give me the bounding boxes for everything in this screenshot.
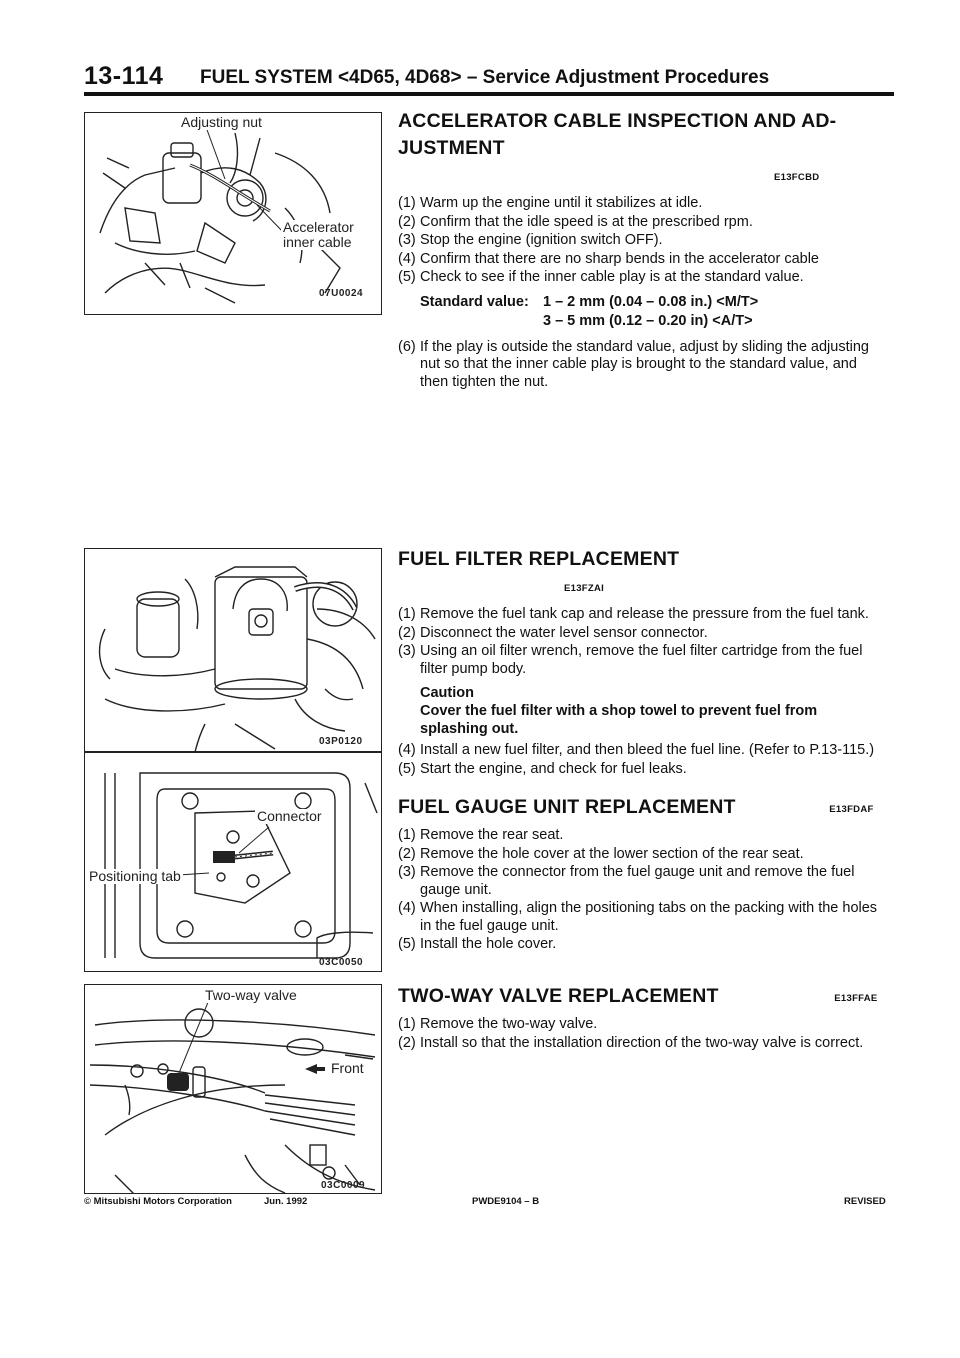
step-list <box>398 606 886 678</box>
accelerator-cable-drawing <box>85 113 382 315</box>
step-number: (1) <box>398 827 416 843</box>
step-text: Start the engine, and check for fuel leaks. <box>420 760 687 777</box>
step-text: Using an oil filter wrench, remove the fuel filter cartridge from the fuel filter pump body. <box>420 643 863 677</box>
copyright: © Mitsubishi Motors Corporation <box>84 1196 232 1207</box>
step-number: (1) <box>398 1016 416 1032</box>
step-text: When installing, align the positioning tabs on the packing with the holes in the fuel gauge unit. <box>420 900 878 934</box>
step-number: (3) <box>398 643 416 659</box>
step-number: (5) <box>398 936 416 952</box>
step-number: (1) <box>398 606 416 622</box>
footer-date: Jun. 1992 <box>264 1196 308 1207</box>
positioning-tab-label: Positioning tab <box>89 868 181 884</box>
section-title: FUEL FILTER REPLACEMENT E13FZAI <box>398 548 680 594</box>
step-text: Disconnect the water level sensor connector. <box>420 624 708 641</box>
two-way-valve-figure <box>84 984 382 1194</box>
fuel-gauge-unit-section <box>398 794 886 955</box>
section-code: E13FCBD <box>774 172 820 183</box>
step-text: Check to see if the inner cable play is at the standard value. <box>420 269 804 285</box>
step-list <box>398 742 886 778</box>
step-item <box>398 936 886 954</box>
step-item <box>398 1035 886 1053</box>
caution-note: Caution Cover the fuel filter with a shop towel to prevent fuel from splashing out. <box>420 685 818 737</box>
step-item <box>398 742 886 760</box>
fuel-gauge-unit-drawing <box>85 753 382 972</box>
step-item <box>398 625 886 643</box>
section-title: ACCELERATOR CABLE INSPECTION AND AD- JUSTMENT E13FCBD <box>398 110 837 183</box>
step-item <box>398 269 886 287</box>
step-text: Warm up the engine until it stabilizes at idle. <box>420 195 703 211</box>
step-list <box>398 195 886 287</box>
step-text: Remove the rear seat. <box>420 827 564 843</box>
page-header <box>84 62 894 92</box>
figure-code: 03C0009 <box>321 1180 366 1191</box>
step-item <box>398 232 886 250</box>
doc-code: PWDE9104 – B <box>472 1196 540 1207</box>
step-item <box>398 864 886 899</box>
connector-label: Connector <box>257 808 322 824</box>
step-item <box>398 339 886 392</box>
step-item <box>398 900 886 935</box>
step-number: (2) <box>398 1034 416 1051</box>
step-item <box>398 214 886 232</box>
step-text: Remove the hole cover at the lower section of the rear seat. <box>420 845 804 862</box>
step-number: (4) <box>398 250 416 267</box>
accelerator-label: Accelerator <box>283 219 354 235</box>
step-text: Stop the engine (ignition switch OFF). <box>420 232 663 248</box>
step-list <box>398 339 886 392</box>
figure-code: 03C0050 <box>319 957 364 968</box>
figure-code: 07U0024 <box>319 288 364 299</box>
step-number: (5) <box>398 760 416 777</box>
accelerator-cable-section <box>398 108 886 392</box>
step-text: Install the hole cover. <box>420 936 557 952</box>
inner-cable-label: inner cable <box>283 234 352 250</box>
step-item <box>398 761 886 779</box>
section-code: E13FFAE <box>834 993 878 1004</box>
step-list <box>398 1016 886 1052</box>
accelerator-cable-figure <box>84 112 382 315</box>
step-number: (1) <box>398 195 416 211</box>
section-code: E13FZAI <box>564 583 605 594</box>
two-way-valve-section <box>398 983 886 1053</box>
front-label: Front <box>331 1060 364 1076</box>
step-item <box>398 643 886 678</box>
two-way-valve-label: Two-way valve <box>205 987 297 1003</box>
step-text: Remove the fuel tank cap and release the pressure from the fuel tank. <box>420 606 869 622</box>
step-item <box>398 846 886 864</box>
step-text: Install a new fuel filter, and then bleed the fuel line. (Refer to P.13-115.) <box>420 742 875 758</box>
fuel-filter-drawing <box>85 549 382 752</box>
section-code: E13FDAF <box>829 804 874 815</box>
step-number: (2) <box>398 845 416 862</box>
step-item <box>398 251 886 269</box>
step-text: If the play is outside the standard value, adjust by sliding the adjusting nut so that the inner cable play is brought to the standard value, and then tighten the nut. <box>420 338 869 390</box>
step-number: (6) <box>398 338 416 355</box>
step-item <box>398 827 886 845</box>
step-item <box>398 606 886 624</box>
section-title: TWO-WAY VALVE REPLACEMENT E13FFAE <box>398 985 878 1007</box>
step-text: Confirm that the idle speed is at the prescribed rpm. <box>420 213 753 230</box>
two-way-valve-drawing <box>85 985 382 1194</box>
page-footer <box>84 1196 894 1212</box>
step-text: Confirm that there are no sharp bends in the accelerator cable <box>420 250 819 267</box>
figure-code: 03P0120 <box>319 736 363 747</box>
step-number: (3) <box>398 864 416 880</box>
step-number: (2) <box>398 624 416 641</box>
page-title: FUEL SYSTEM <4D65, 4D68> – Service Adjustment Procedures <box>200 67 770 88</box>
step-number: (2) <box>398 213 416 230</box>
header-rule <box>84 92 894 96</box>
standard-value: Standard value: 1 – 2 mm (0.04 – 0.08 in.) <M/T> 3 – 5 mm (0.12 – 0.20 in) <A/T> <box>420 293 759 329</box>
revision-status: REVISED <box>844 1196 886 1207</box>
section-title: FUEL GAUGE UNIT REPLACEMENT E13FDAF <box>398 796 874 818</box>
step-list <box>398 827 886 954</box>
page-number: 13-114 <box>84 62 164 90</box>
step-text: Remove the connector from the fuel gauge unit and remove the fuel gauge unit. <box>420 864 855 898</box>
fuel-filter-figure <box>84 548 382 752</box>
step-number: (3) <box>398 232 416 248</box>
step-number: (4) <box>398 742 416 758</box>
step-number: (5) <box>398 269 416 285</box>
step-text: Install so that the installation direction of the two-way valve is correct. <box>420 1034 864 1051</box>
step-number: (4) <box>398 900 416 916</box>
fuel-filter-section <box>398 546 886 779</box>
step-item <box>398 1016 886 1034</box>
step-text: Remove the two-way valve. <box>420 1016 598 1032</box>
fuel-gauge-unit-figure <box>84 752 382 972</box>
step-item <box>398 195 886 213</box>
adjusting-nut-label: Adjusting nut <box>181 114 262 130</box>
